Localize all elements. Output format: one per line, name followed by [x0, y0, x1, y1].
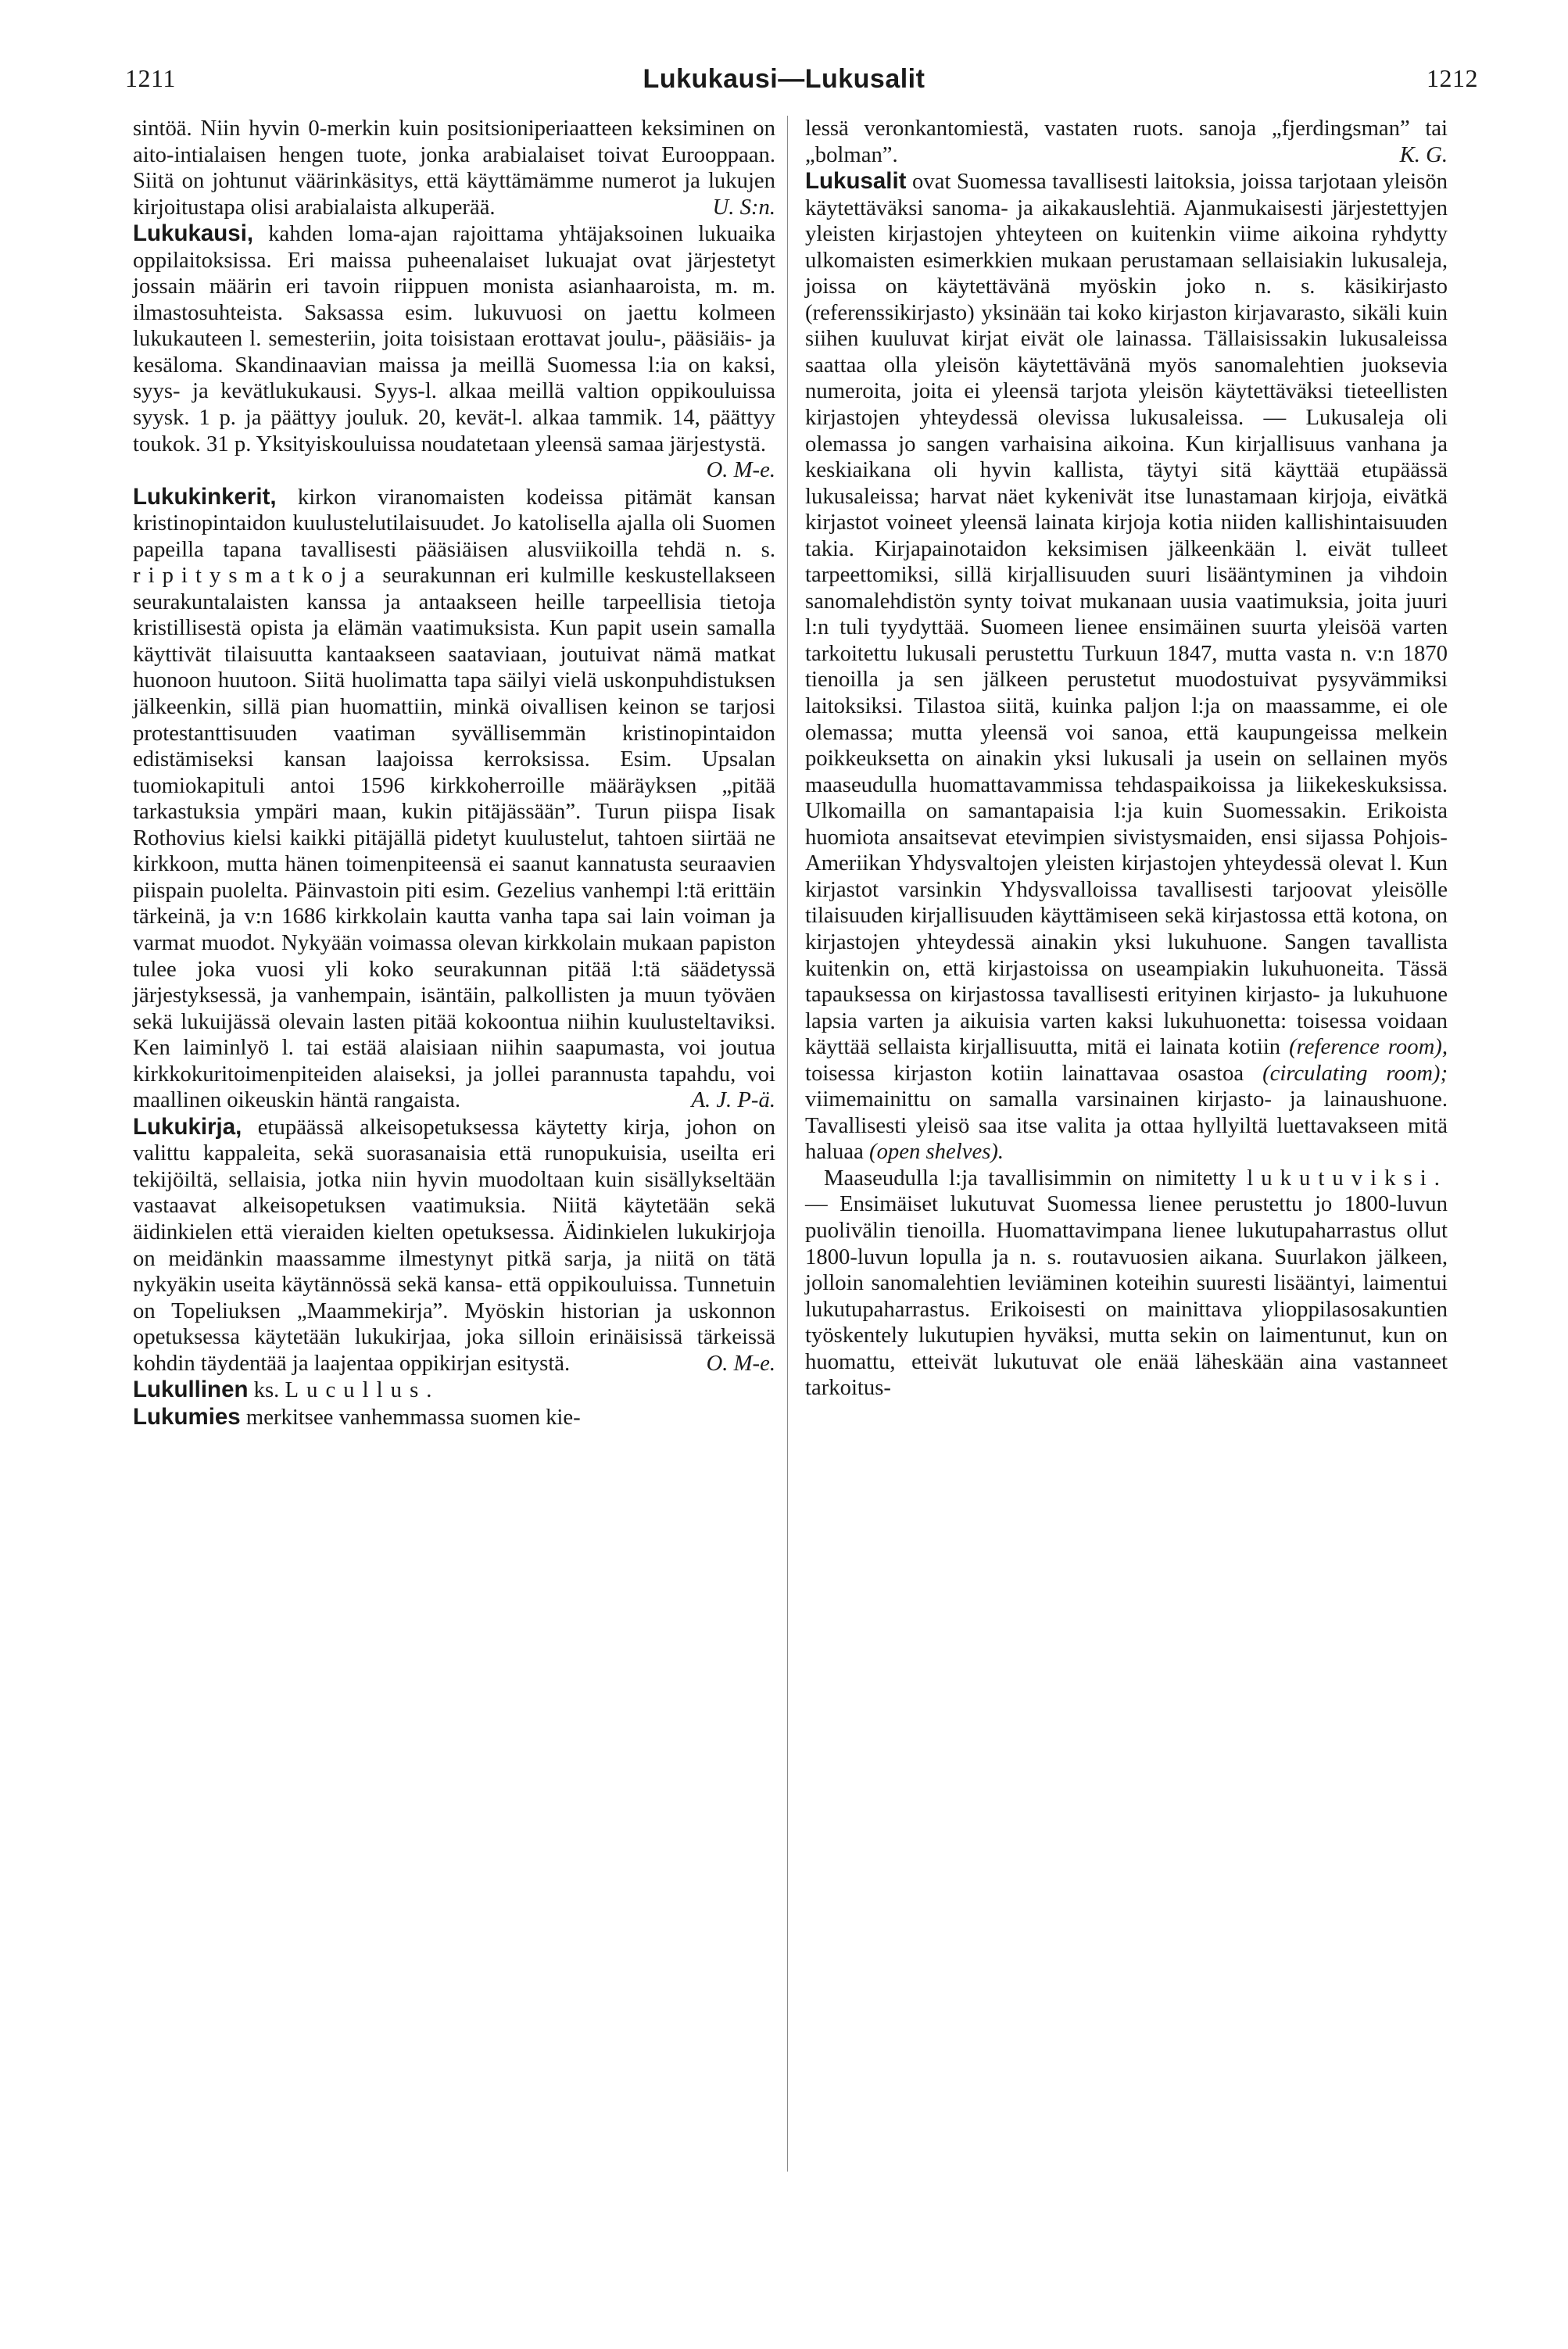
right-column: [805, 116, 1448, 1402]
author-signature: K. G.: [1399, 141, 1448, 167]
entry-text: ovat Suomessa tavallisesti laitoksia, joissa tarjotaan yleisön käytettäväksi sanoma- ja aikakauslehtiä. Ajanmukaisesti järjestettyjen yleisten kirjastojen yhteyteen on kuitenkin viime aikoina ryhdytty ulkomaisten esimerkkien mukaan perustamaan sellaisiakin lukusaleja, joissa on käytettävänä myöskin joko n. s. käsikirjasto (referenssikirjasto) yksinään tai koko kirjaston kirjavarasto, sikäli kuin siihen kuuluvat kirjat eivät ole lainassa. Tällaisissakin lukusaleissa saattaa olla yleisön käytettävänä myös sanomalehtien juoksevia numeroita, joita ei yleensä tarjota yleisön käytettäväksi tieteellisten kirjastojen yhteydessä olevissa lukusaleissa. — Lukusaleja oli olemassa jo sangen varhaisina aikoina. Kun kirjallisuus vanhana ja keskiaikana oli hyvin kallista, täytyi sitä käyttää etupäässä lukusaleissa; harvat näet kykenivät itse lunastamaan kirjoja, eivätkä kirjastot voineet yleensä lainata kirjoja kotia niiden kallishintaisuuden takia. Kirjapainotaidon keksimisen jälkeenkään l. eivät tulleet tarpeettomiksi, sillä kirjallisuuden suuri lisääntyminen ja vihdoin sanomalehdistön synty toivat mukanaan uusia vaatimuksia, joita juuri l:n tuli tyydyttää. Suomeen lienee ensimäinen suurta yleisöä varten tarkoitettu lukusali perustettu Turkuun 1847, mutta vasta n. v:n 1870 tienoilla ja sen jälkeen perustetut muodostuivat pysyvämmiksi laitoksiksi. Tilastoa siitä, kuinka paljon l:ja on maassamme, ei ole olemassa; mutta yleensä voi sanoa, että kaupungeissa melkein poikkeuksetta on ainakin yksi lukusali ja usein on sellainen myös maaseudulla huomattavammissa tehdaspaikoissa ja liikekeskuksissa. Ulkomailla on samantapaisia l:ja kuin Suomessakin. Erikoista huomiota ansaitsevat etevimpien sivistysmaiden, ensi sijassa Pohjois-Ameriikan Yhdysvaltojen yleisten kirjastojen yhteydessä olevat l. Kun kirjastot varsinkin Yhdysvalloissa tavallisesti tarjoovat yleisölle tilaisuuden kirjallisuuden käyttämiseen sekä kirjastossa että kotona, on kirjastojen yhteydessä ainakin yksi lukuhuone. Sangen tavallista kuitenkin on, että kirjastoissa on useampiakin lukuhuoneita. Tässä tapauksessa on kirjastossa tavallisesti erityinen kirjasto- ja lukuhuone lapsia varten ja aikuisia varten kaksi lukuhuonetta: toisessa voidaan käyttää sellaista kirjallisuutta, mitä ei lainata kotiin: [805, 169, 1448, 1060]
column-divider: [787, 116, 788, 2172]
entry-lukukinkerit: [133, 484, 775, 1114]
italic-term: (open shelves).: [869, 1139, 1004, 1165]
entry-text: ks.: [253, 1377, 280, 1403]
italic-term: (circulating room);: [1262, 1060, 1448, 1086]
spaced-term: ripitysmatkoja: [133, 563, 373, 589]
entry-headword: Lukukinkerit,: [133, 483, 277, 510]
entry-lukullinen: [133, 1377, 775, 1404]
entry-text: Maaseudulla l:ja tavallisimmin on nimitetty: [824, 1165, 1237, 1191]
entry-headword: Lukullinen: [133, 1377, 249, 1403]
continued-entry: [133, 116, 775, 220]
entry-lukusalit-continued: [805, 1166, 1448, 1402]
spaced-term: lukutuviksi.: [1247, 1165, 1448, 1191]
author-signature: O. M-e.: [706, 1350, 775, 1376]
entry-headword: Lukusalit: [805, 168, 907, 195]
entry-lukukausi: [133, 220, 775, 483]
entry-text: viimemainittu on samalla varsinainen kirjasto- ja lainaushuone. Tavallisesti yleisö saa itse valita ja ottaa hyllyiltä luettavakseen mitä haluaa: [805, 1087, 1448, 1165]
entry-lukumies: [133, 1404, 775, 1431]
entry-text: lessä veronkantomiestä, vastaten ruots. sanoja „fjerdingsman” tai „bolman”.: [805, 116, 1448, 167]
entry-text: sintöä. Niin hyvin 0-merkin kuin positsioniperiaatteen keksiminen on aito-intialaisen hengen tuote, jonka arabialaiset toivat Eurooppaan. Siitä on johtunut väärinkäsitys, että käyttämämme numerot ja lukujen kirjoitustapa olisi arabialaista alkuperää.: [133, 116, 775, 220]
right-page-number: 1212: [1427, 64, 1478, 92]
author-signature: A. J. P-ä.: [691, 1087, 775, 1113]
italic-term: (reference room),: [1289, 1034, 1448, 1060]
entry-lukusalit: [805, 168, 1448, 1166]
cross-reference: Lucullus.: [285, 1377, 440, 1403]
entry-text: merkitsee vanhemmassa suomen kie-: [245, 1404, 581, 1430]
author-signature: O. M-e.: [706, 457, 775, 483]
entry-headword: Lukumies: [133, 1403, 241, 1430]
entry-headword: Lukukirja,: [133, 1113, 242, 1140]
left-page-number: 1211: [125, 64, 176, 92]
running-title: Lukukausi—Lukusalit: [643, 64, 925, 94]
entry-headword: Lukukausi,: [133, 220, 254, 247]
entry-text: kahden loma-ajan rajoittama yhtäjaksoinen lukuaika oppilaitoksissa. Eri maissa puheenalaiset lukuajat ovat järjestetyt jossain määrin eri tavoin riippuen monista asianhaaroista, m. m. ilmastosuhteista. Saksassa esim. lukuvuosi on jaettu kolmeen lukukauteen l. semesteriin, joita toisistaan erottavat joulu-, pääsiäis- ja kesäloma. Skandinaavian maissa ja meillä Suomessa l:ia on kaksi, syys- ja kevätlukukausi. Syys-l. alkaa meillä valtion oppikouluissa syysk. 1 p. ja päättyy jouluk. 20, kevät-l. alkaa tammik. 14, päättyy toukok. 31 p. Yksityiskouluissa noudatetaan yleensä samaa järjestystä.: [133, 221, 775, 457]
entry-text: etupäässä alkeisopetuksessa käytetty kirja, johon on valittu kappaleita, sekä suorasanaisia että runopukuisia, useilta eri tekijöiltä, sellaisia, jotka niin hyvin muodoltaan kuin sisällykseltään vastaavat alkeisopetuksen vaatimuksia. Niitä käytetään sekä äidinkielen että vieraiden kielten opetuksessa. Äidinkielen lukukirjoja on meidänkin maassamme ilmestynyt pitkä sarja, ja niitä on tätä nykyäkin useita käytännössä sekä kansa- että oppikouluissa. Tunnetuin on Topeliuksen „Maammekirja”. Myöskin historian ja uskonnon opetuksessa käytetään lukukirjaa, joka silloin erinäisissä tärkeissä kohdin täydentää ja laajentaa oppikirjan esitystä.: [133, 1114, 775, 1376]
page-header: [0, 64, 1568, 103]
continued-entry: [805, 116, 1448, 168]
entry-text: — Ensimäiset lukutuvat Suomessa lienee perustettu jo 1800-luvun puolivälin tienoilla. Huomattavimpana lienee lukutupaharrastus ollut 1800-luvun lopulla ja n. s. routavuosien aikana. Suurlakon jälkeen, jolloin sanomalehtien leviäminen koteihin suuresti lisääntyi, laimentui lukutupaharrastus. Erikoisesti on mainittava ylioppilasosakuntien työskentely lukutupien hyväksi, mutta sekin on laimentunut, kun on huomattu, etteivät lukutuvat ole enää läheskään aina vastanneet tarkoitus-: [805, 1191, 1448, 1401]
author-signature: U. S:n.: [712, 194, 775, 220]
left-column: [133, 116, 775, 1431]
entry-lukukirja: [133, 1114, 775, 1377]
entry-text: seurakunnan eri kulmille keskustellakseen seurakuntalaisten kanssa ja antaakseen heille tarpeellisia tietoja kristillisestä opista ja elämän vaatimuksista. Kun papit usein samalla käyttivät tilaisuutta kantaakseen saataviaan, joutuivat nämä matkat huonoon huutoon. Siitä huolimatta tapa säilyi vielä uskonpuhdistuksen jälkeenkin, sillä pian huomattiin, minkä oivallisen keinon se tarjosi protestanttisuuden vaatiman syvällisemmän kristinopintaidon edistämiseksi kansan laajoissa kerroksissa. Esim. Upsalan tuomiokapituli antoi 1596 kirkkoherroille määräyksen „pitää tarkastuksia ympäri maan, kukin pitäjässään”. Turun piispa Iisak Rothovius kielsi kaikki pitäjällä pidetyt kuulustelut, tahtoen siirtää ne kirkkoon, mutta hänen toimenpiteensä ei saanut kannatusta seuraavien piispain puolelta. Päinvastoin piti esim. Gezelius vanhempi l:tä erittäin tärkeinä, ja v:n 1686 kirkkolain kautta vanha tapa sai lain voiman ja varmat muodot. Nykyään voimassa olevan kirkkolain mukaan papiston tulee joka vuosi yli koko seurakunnan pitää l:tä säädetyssä järjestyksessä, ja vanhempain, isäntäin, palkollisten ja muun työväen sekä lukuijässä olevain lasten pitää kokoontua niihin kuulusteltaviksi. Ken laiminlyö l. tai estää alaisiaan niihin saapumasta, voi joutua kirkkokuritoimenpiteiden alaiseksi, ja jollei parannusta tapahdu, voi maallinen oikeuskin häntä rangaista.: [133, 563, 775, 1113]
entry-text: kirkon viranomaisten kodeissa pitämät kansan kristinopintaidon kuulustelutilaisuudet. Jo katolisella ajalla oli Suomen papeilla tapana tavallisesti pääsiäisen alusviikoilla tehdä n. s.: [133, 484, 775, 562]
entry-text: toisessa kirjaston kotiin lainattavaa osastoa: [805, 1060, 1244, 1086]
